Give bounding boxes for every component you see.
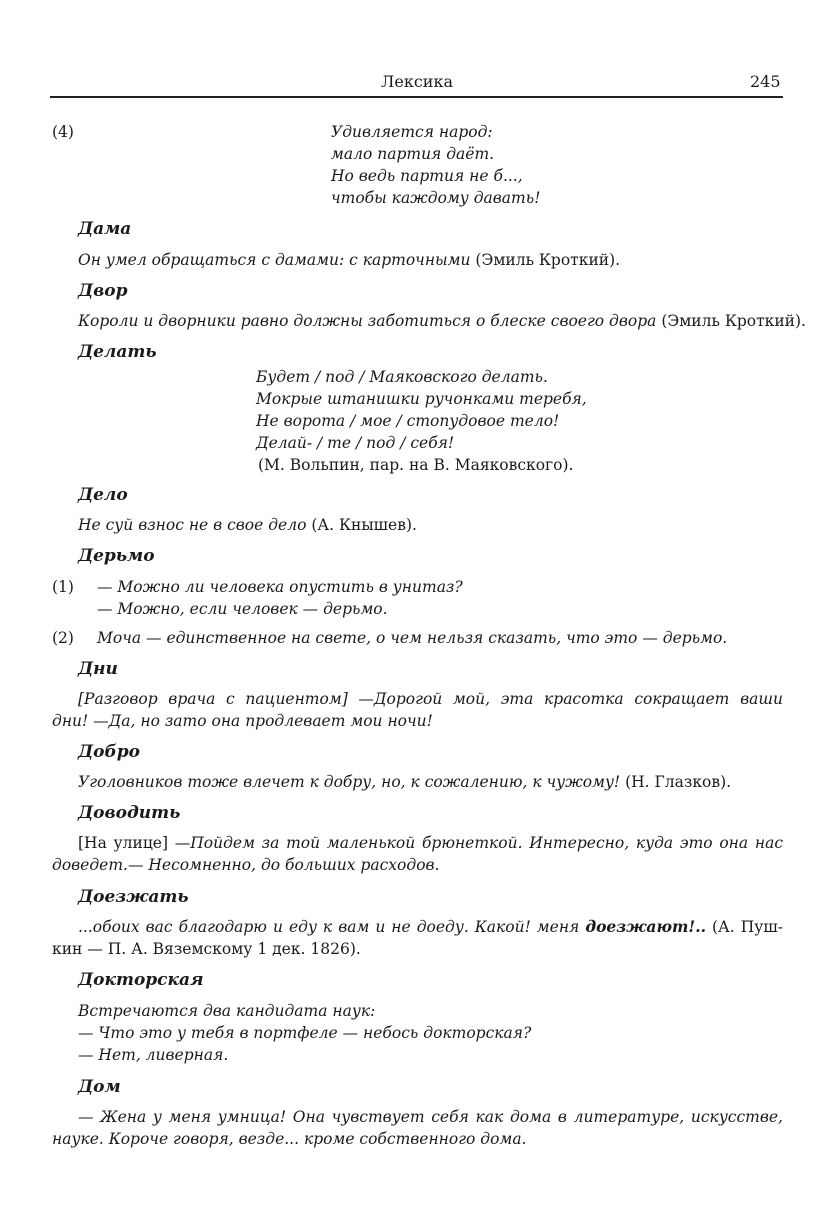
entry-text-dvor (78, 310, 806, 332)
entry-text-dni-line2: дни! —Да, но зато она продлевает мои ночи! (52, 712, 433, 730)
headword-doezzhat: Доезжать (78, 887, 189, 907)
source-text: (Эмиль Кроткий). (470, 251, 621, 269)
context-text: [На улице] — (78, 834, 191, 852)
verse-line: Мокрые штанишки ручонками теребя, (256, 390, 587, 408)
verse-line: Будет / под / Маяковского делать. (256, 368, 548, 386)
verse-line: Но ведь партия не б..., (331, 167, 523, 185)
entry-text-dovodit-line2: доведет.— Несомненно, до больших расходов. (52, 856, 440, 874)
headword-dobro: Добро (78, 742, 140, 762)
entry-number: (4) (52, 123, 74, 141)
entry-text-dovodit-line1 (78, 832, 783, 854)
quote-text: Пойдем за той маленькой брюнеткой. Интересно, куда это она нас (190, 834, 783, 852)
entry-text-delo (78, 514, 417, 536)
dialogue-line: — Нет, ливерная. (78, 1046, 229, 1064)
quote-text: Уголовников тоже влечет к добру, но, к сожалению, к чужому! (78, 773, 621, 791)
headword-delat: Делать (78, 342, 157, 362)
dialogue-line: — Можно ли человека опустить в унитаз? (97, 578, 463, 596)
verse-line: Удивляется народ: (331, 123, 493, 141)
entry-number: (1) (52, 578, 74, 596)
quote-text: Не суй взнос не в свое дело (78, 516, 307, 534)
headword-dni: Дни (78, 659, 118, 679)
source-text: (А. Кнышев). (306, 516, 417, 534)
entry-text-dobro (78, 771, 731, 793)
entry-text-dom-line2: науке. Короче говоря, везде... кроме собственного дома. (52, 1130, 527, 1148)
dialogue-line: Встречаются два кандидата наук: (78, 1002, 376, 1020)
headword-dovodit: Доводить (78, 803, 181, 823)
dialogue-line: — Можно, если человек — дерьмо. (97, 600, 388, 618)
entry-text-dama (78, 249, 620, 271)
quote-text: ...обоих вас благодарю и еду к вам и не доеду. Какой! меня (78, 918, 586, 936)
verse-line: мало партия даёт. (331, 145, 495, 163)
entry-text-dni-line1: [Разговор врача с пациентом] —Дорогой мой, эта красотка сокращает ваши (78, 690, 783, 708)
headword-dermo: Дерьмо (78, 546, 155, 566)
running-header-title: Лексика (381, 72, 453, 91)
verse-line: Не ворота / мое / стопудовое тело! (256, 412, 560, 430)
entry-text-dermo: Моча — единственное на свете, о чем нельзя сказать, что это — дерьмо. (97, 629, 728, 647)
entry-text-doezzhat-line2: кин — П. А. Вяземскому 1 дек. 1826). (52, 940, 361, 958)
header-rule (50, 96, 783, 98)
entry-number: (2) (52, 629, 74, 647)
headword-dom: Дом (78, 1077, 121, 1097)
dialogue-line: — Что это у тебя в портфеле — небось докторская? (78, 1024, 532, 1042)
source-text: (М. Вольпин, пар. на В. Маяковского). (258, 456, 574, 474)
headword-doktorskaya: Докторская (78, 970, 204, 990)
headword-delo: Дело (78, 485, 128, 505)
verse-line: чтобы каждому давать! (331, 189, 541, 207)
quote-text: Он умел обращаться с дамами: с карточными (78, 251, 471, 269)
verse-line: Делай- / те / под / себя! (256, 434, 455, 452)
source-text: (Н. Глазков). (620, 773, 732, 791)
source-text: (Эмиль Кроткий). (656, 312, 806, 330)
headword-dvor: Двор (78, 281, 128, 301)
entry-text-dom-line1: — Жена у меня умница! Она чувствует себя как дома в литературе, искусстве, (78, 1108, 783, 1126)
emphasis-text: доезжают!.. (585, 917, 706, 936)
page-number: 245 (750, 72, 781, 91)
quote-text: Короли и дворники равно должны заботиться о блеске своего двора (78, 312, 657, 330)
entry-text-doezzhat-line1 (78, 916, 783, 938)
source-text: (А. Пуш- (705, 918, 783, 936)
headword-dama: Дама (78, 219, 132, 239)
